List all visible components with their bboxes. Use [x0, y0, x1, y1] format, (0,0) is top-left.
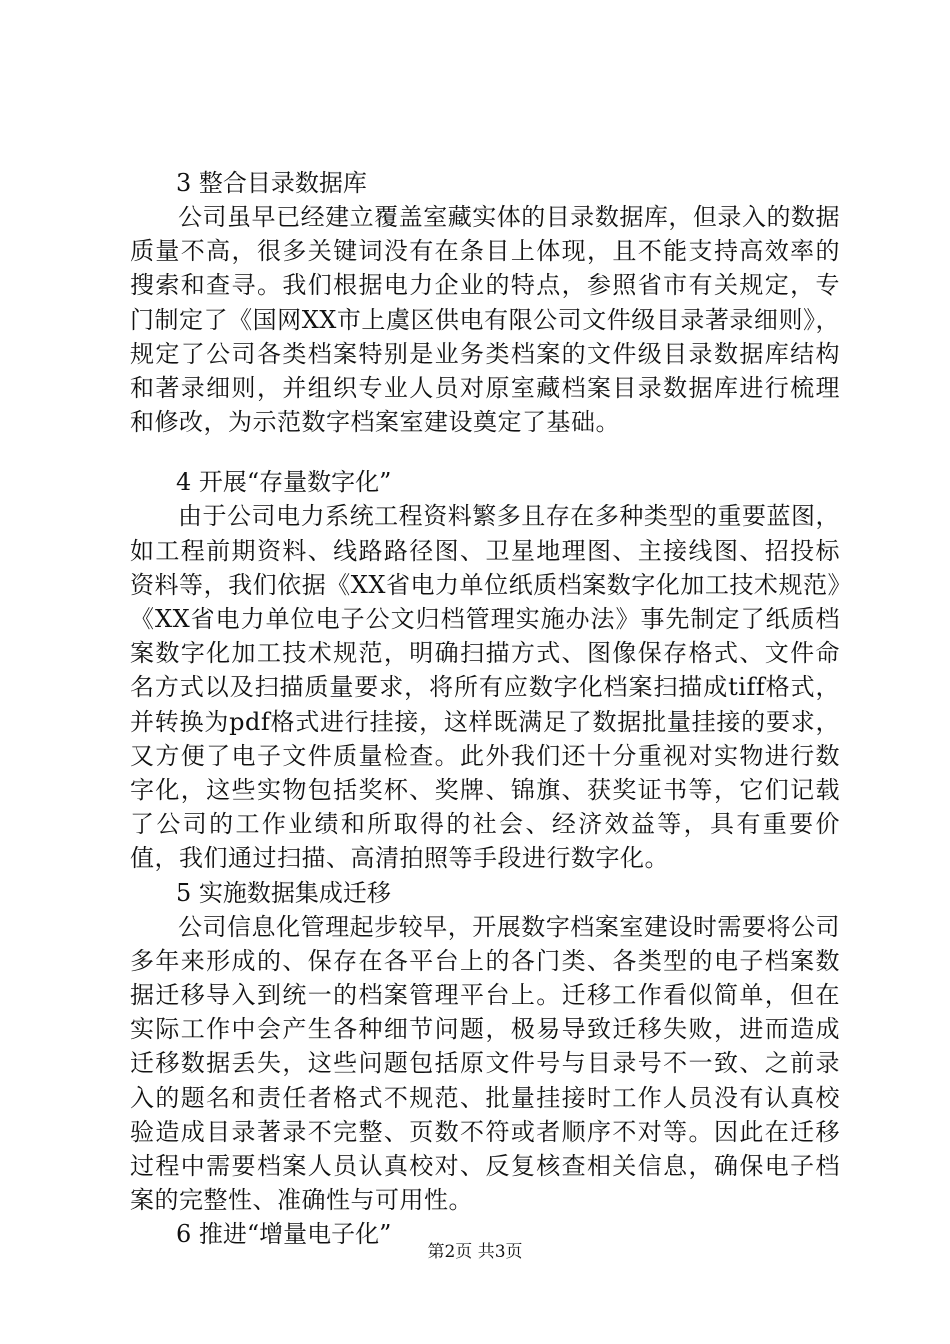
section-paragraph-4: 由于公司电力系统工程资料繁多且存在多种类型的重要蓝图，如工程前期资料、线路路径图、卫星地理图、主接线图、招投标资料等，我们依据《XX省电力单位纸质档案数字化加工技术规范》《XX省电力单位电子公文归档管理实施办法》事先制定了纸质档案数字化加工技术规范，明确扫描方式、图像保存格式、文件命名方式以及扫描质量要求，将所有应数字化档案扫描成tiff格式，并转换为pdf格式进行挂接，这样既满足了数据批量挂接的要求，又方便了电子文件质量检查。此外我们还十分重视对实物进行数字化，这些实物包括奖杯、奖牌、锦旗、获奖证书等，它们记载了公司的工作业绩和所取得的社会、经济效益等，具有重要价值，我们通过扫描、高清拍照等手段进行数字化。	[130, 502, 840, 873]
section-paragraph-3: 公司虽早已经建立覆盖室藏实体的目录数据库，但录入的数据质量不高，很多关键词没有在条目上体现，且不能支持高效率的搜索和查寻。我们根据电力企业的特点，参照省市有关规定，专门制定了《国网XX市上虞区供电有限公司文件级目录著录细则》，规定了公司各类档案特别是业务类档案的文件级目录数据库结构和著录细则，并组织专业人员对原室藏档案目录数据库进行梳理和修改，为示范数字档案室建设奠定了基础。	[130, 203, 840, 437]
section-paragraph-5: 公司信息化管理起步较早，开展数字档案室建设时需要将公司多年来形成的、保存在各平台上的各门类、各类型的电子档案数据迁移导入到统一的档案管理平台上。迁移工作看似简单，但在实际工作中会产生各种细节问题，极易导致迁移失败，进而造成迁移数据丢失，这些问题包括原文件号与目录号不一致、之前录入的题名和责任者格式不规范、批量挂接时工作人员没有认真校验造成目录著录不完整、页数不符或者顺序不对等。因此在迁移过程中需要档案人员认真校对、反复核查相关信息，确保电子档案的完整性、准确性与可用性。	[130, 912, 840, 1215]
section-heading-5: 5 实施数据集成迁移	[176, 878, 391, 907]
document-body	[130, 166, 840, 1251]
section-heading-6: 6 推进“增量电子化”	[176, 1220, 392, 1249]
section-heading-3: 3 整合目录数据库	[176, 169, 367, 197]
section-heading-4: 4 开展“存量数字化”	[176, 468, 392, 497]
page-footer: 第2页 共3页	[427, 1242, 523, 1262]
